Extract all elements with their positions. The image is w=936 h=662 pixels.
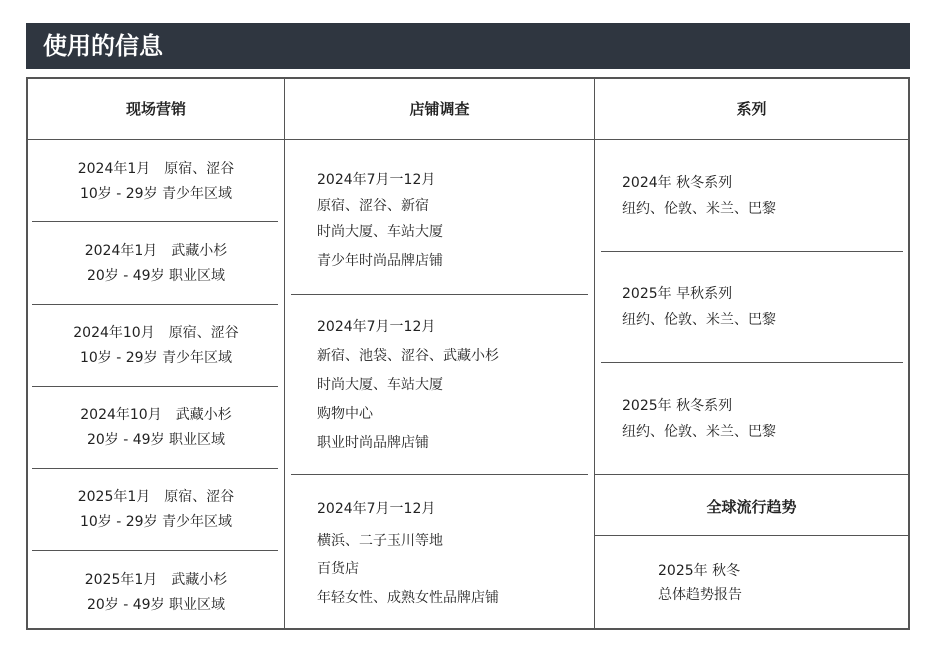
cell-line: 总体趋势报告 bbox=[658, 587, 742, 603]
cell-line: 2024年1月 原宿、涩谷 bbox=[77, 161, 235, 177]
row-divider bbox=[291, 294, 588, 295]
cell-line: 2025年1月 武藏小杉 bbox=[84, 572, 228, 588]
cell-line: 2024年10月 原宿、涩谷 bbox=[73, 325, 239, 341]
page-title: 使用的信息 bbox=[43, 32, 163, 60]
row-divider bbox=[291, 474, 588, 475]
row-divider bbox=[32, 386, 278, 387]
cell-line: 横浜、二子玉川等地 bbox=[317, 533, 443, 549]
cell-line: 纽约、伦敦、米兰、巴黎 bbox=[622, 424, 776, 440]
cell-line: 20岁 - 49岁 职业区域 bbox=[86, 268, 226, 284]
cell-line: 2024年10月 武藏小杉 bbox=[80, 407, 232, 423]
series-cell bbox=[622, 173, 776, 219]
field-marketing-cell bbox=[28, 405, 284, 450]
field-marketing-cell bbox=[28, 159, 284, 204]
series-cell bbox=[622, 284, 776, 330]
cell-line: 2025年 秋冬 bbox=[658, 563, 741, 579]
header-divider bbox=[26, 139, 910, 140]
field-marketing-cell bbox=[28, 570, 284, 615]
cell-line: 2025年 秋冬系列 bbox=[622, 398, 733, 414]
cell-line: 10岁 - 29岁 青少年区域 bbox=[79, 186, 233, 202]
column-divider bbox=[284, 77, 285, 630]
field-marketing-cell bbox=[28, 241, 284, 286]
title-bar bbox=[26, 23, 910, 69]
cell-line: 原宿、涩谷、新宿 bbox=[317, 198, 429, 214]
cell-line: 2024年7月一12月 bbox=[317, 319, 436, 335]
row-divider bbox=[601, 362, 903, 363]
row-divider bbox=[32, 221, 278, 222]
header-series: 系列 bbox=[736, 100, 767, 118]
cell-line: 20岁 - 49岁 职业区域 bbox=[86, 432, 226, 448]
cell-line: 纽约、伦敦、米兰、巴黎 bbox=[622, 201, 776, 217]
column-divider bbox=[594, 77, 595, 630]
store-survey-cell bbox=[317, 499, 499, 608]
cell-line: 青少年时尚品牌店铺 bbox=[317, 253, 443, 269]
header-field-marketing: 现场营销 bbox=[125, 100, 186, 118]
cell-line: 时尚大厦、车站大厦 bbox=[317, 377, 443, 393]
cell-line: 新宿、池袋、涩谷、武藏小杉 bbox=[317, 348, 499, 364]
row-divider bbox=[32, 550, 278, 551]
cell-line: 20岁 - 49岁 职业区域 bbox=[86, 597, 226, 613]
cell-line: 2025年1月 原宿、涩谷 bbox=[77, 489, 235, 505]
row-divider bbox=[32, 304, 278, 305]
cell-line: 2024年1月 武藏小杉 bbox=[84, 243, 228, 259]
header-store-survey: 店铺调查 bbox=[409, 100, 470, 118]
row-divider bbox=[32, 468, 278, 469]
cell-line: 2025年 早秋系列 bbox=[622, 286, 733, 302]
store-survey-cell bbox=[317, 317, 499, 453]
series-cell bbox=[622, 396, 776, 442]
field-marketing-cell bbox=[28, 323, 284, 368]
field-marketing-cell bbox=[28, 487, 284, 532]
row-divider bbox=[594, 535, 910, 536]
cell-line: 10岁 - 29岁 青少年区域 bbox=[79, 350, 233, 366]
cell-line: 购物中心 bbox=[317, 406, 373, 422]
header-global-trends: 全球流行趋势 bbox=[706, 498, 797, 516]
global-trends-cell bbox=[658, 561, 742, 605]
cell-line: 2024年7月一12月 bbox=[317, 501, 436, 517]
cell-line: 年轻女性、成熟女性品牌店铺 bbox=[317, 590, 499, 606]
cell-line: 2024年 秋冬系列 bbox=[622, 175, 733, 191]
cell-line: 纽约、伦敦、米兰、巴黎 bbox=[622, 312, 776, 328]
cell-line: 时尚大厦、车站大厦 bbox=[317, 224, 443, 240]
row-divider bbox=[594, 474, 910, 475]
store-survey-cell bbox=[317, 170, 443, 271]
row-divider bbox=[601, 251, 903, 252]
cell-line: 2024年7月一12月 bbox=[317, 172, 436, 188]
cell-line: 职业时尚品牌店铺 bbox=[317, 435, 429, 451]
cell-line: 百货店 bbox=[317, 561, 359, 577]
cell-line: 10岁 - 29岁 青少年区域 bbox=[79, 514, 233, 530]
